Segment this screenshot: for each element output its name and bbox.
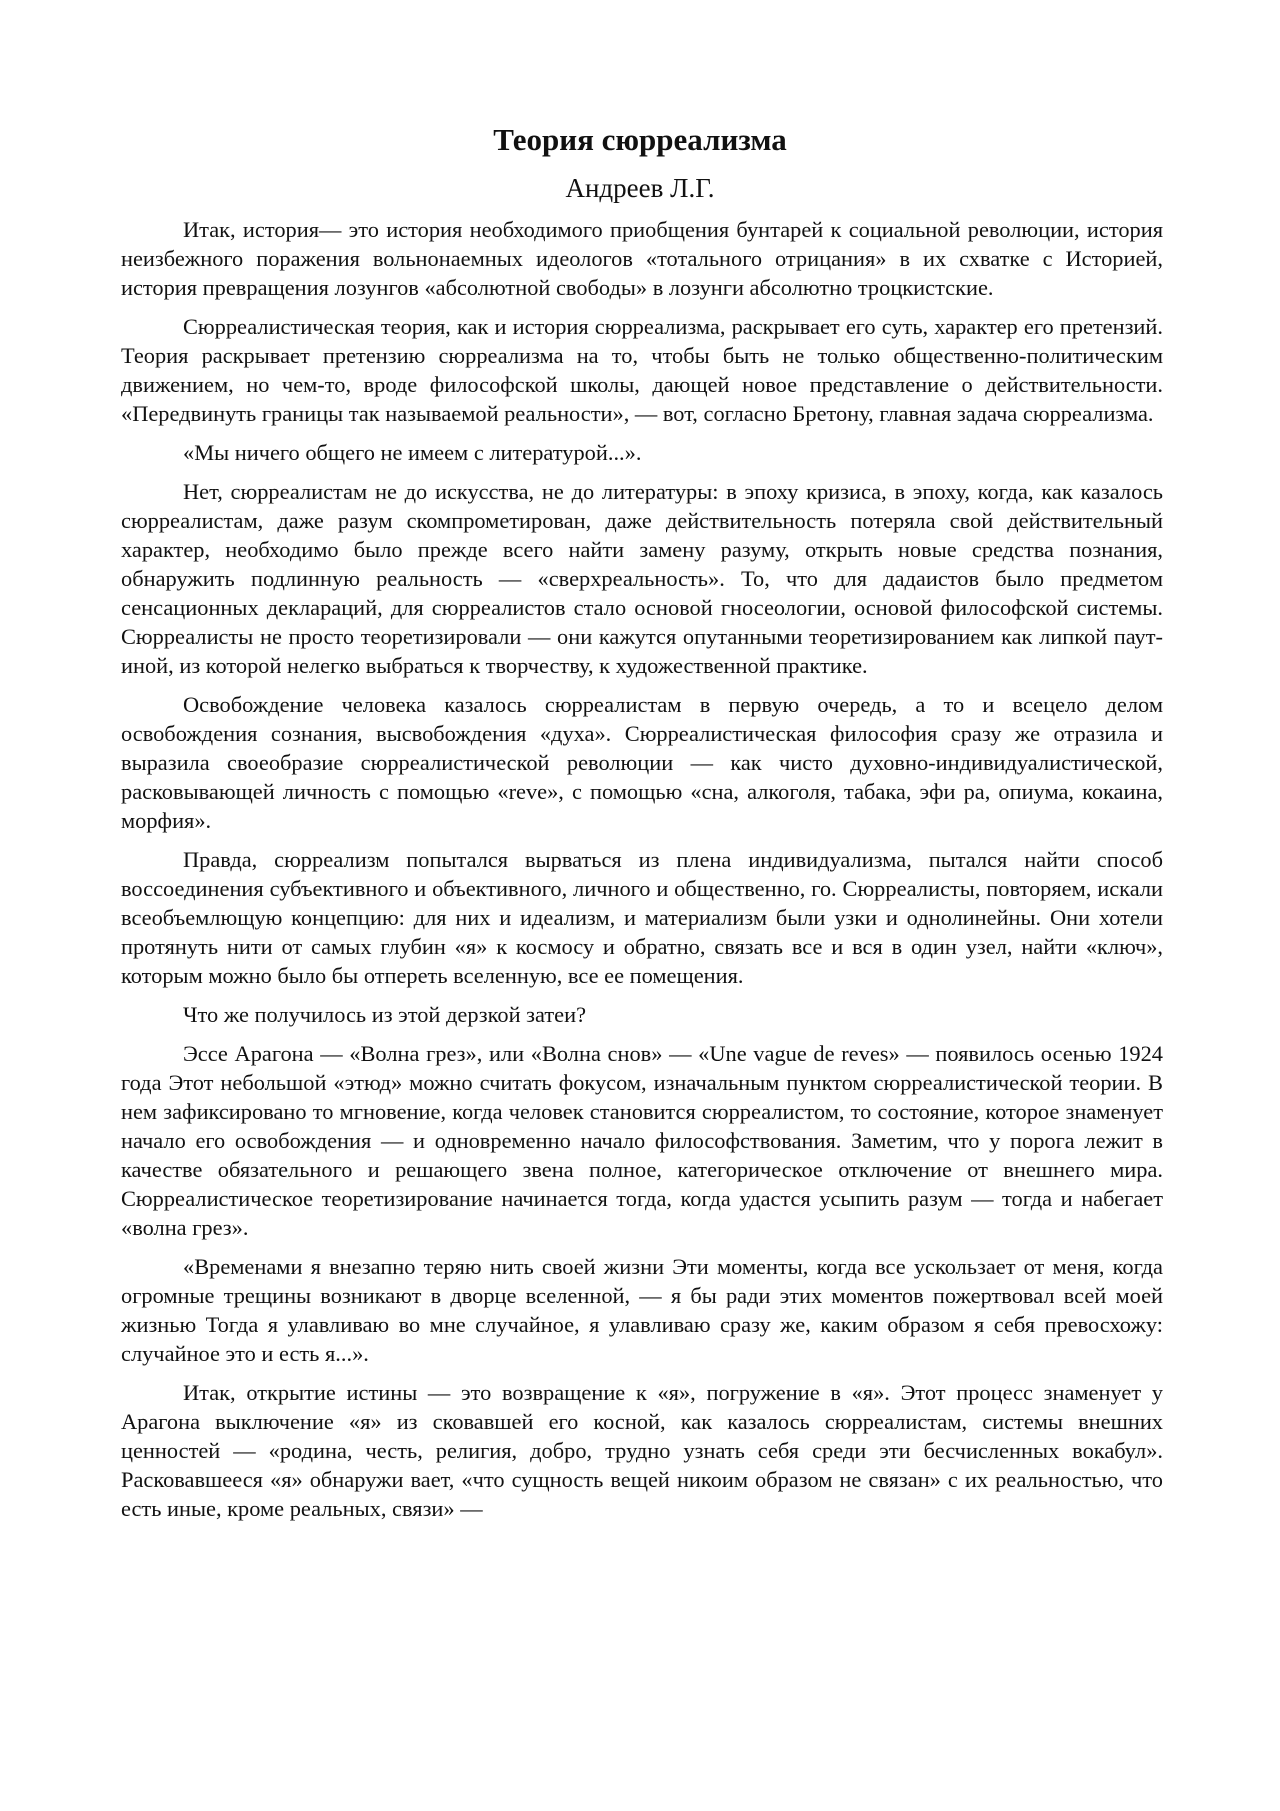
document-author: Андреев Л.Г. xyxy=(565,173,715,203)
document-body xyxy=(121,215,1163,1533)
paragraph: Что же получилось из этой дерзкой затеи? xyxy=(183,1002,587,1027)
paragraph: Правда, сюрреализм попытался вырваться из плена индивидуализма, пытался найти способ воссоединения субъективного и объективного, личного и общественно, го. Сюрреалисты, повторяем, искали всеобъемлющую концепцию: для них и идеализм, и материализм были узки и однолинейны. Они хотели протянуть нити от самых глубин «я» к космосу и обратно, связать все и вся в один узел, найти «ключ», которым можно было бы отпереть вселенную, все ее помещения. xyxy=(121,847,1163,988)
paragraph: Нет, сюрреалистам не до искусства, не до литературы: в эпоху кризиса, в эпоху, когда, как казалось сюрреалистам, даже разум скомпрометирован, даже действительность потеряла свой действительный характер, необходимо было прежде всего найти замену разуму, открыть новые средства познания, обнаружить подлинную реальность — «сверхреальность». То, что для дадаистов было предметом сенсационных деклараций, для сюрреалистов стало основой гносеологии, основой философской системы. Сюрреалисты не просто теоретизировали — они кажутся опутанными теоретизированием как липкой паут-иной, из которой нелегко выбраться к творчеству, к художественной практике. xyxy=(121,479,1163,678)
paragraph: Итак, история— это история необходимого приобщения бунтарей к социальной революции, история неизбежного поражения вольнонаемных идеологов «тотального отрицания» в их схватке с Историей, история превращения лозунгов «абсолютной свободы» в лозунги абсолютно троцкистские. xyxy=(121,217,1163,300)
paragraph: «Мы ничего общего не имеем с литературой...». xyxy=(183,440,642,465)
paragraph: Освобождение человека казалось сюрреалистам в первую очередь, а то и всецело делом освобождения сознания, высвобождения «духа». Сюрреалистическая философия сразу же отразила и выразила своеобразие сюрреалистической революции — как чисто духовно-индивидуалистической, расковывающей личность с помощью «reve», с помощью «сна, алкоголя, табака, эфи ра, опиума, кокаина, морфия». xyxy=(121,692,1163,833)
document-title: Теория сюрреализма xyxy=(493,122,787,157)
paragraph: Итак, открытие истины — это возвращение к «я», погружение в «я». Этот процесс знаменует у Арагона выключение «я» из сковавшей его косной, как казалось сюрреалистам, системы внешних ценностей — «родина, честь, религия, добро, трудно узнать себя среди эти бесчисленных вокабул». Расковавшееся «я» обнаружи вает, «что сущность вещей никоим образом не связан» с их реальностью, что есть иные, кроме реальных, связи» — xyxy=(121,1380,1163,1521)
paragraph: «Временами я внезапно теряю нить своей жизни Эти моменты, когда все ускользает от меня, когда огромные трещины возникают в дворце вселенной, — я бы ради этих моментов пожертвовал всей моей жизнью Тогда я улавливаю во мне случайное, я улавливаю сразу же, каким образом я себя превосхожу: случайное это и есть я...». xyxy=(121,1254,1163,1366)
paragraph: Сюрреалистическая теория, как и история сюрреализма, раскрывает его суть, характер его претензий. Теория раскрывает претензию сюрреализма на то, чтобы быть не только общественно-политическим движением, но чем-то, вроде философской школы, дающей новое представление о действительности. «Передвинуть границы так называемой реальности», — вот, согласно Бретону, главная задача сюрреализма. xyxy=(121,314,1163,426)
paragraph: Эссе Арагона — «Волна грез», или «Волна снов» — «Une vague de reves» — появилось осенью 1924 года Этот небольшой «этюд» можно считать фокусом, изначальным пунктом сюрреалистической теории. В нем зафиксировано то мгновение, когда человек становится сюрреалистом, то состояние, которое знаменует начало его освобождения — и одновременно начало философствования. Заметим, что у порога лежит в качестве обязательного и решающего звена полное, категорическое отключение от внешнего мира. Сюрреалистическое теоретизирование начинается тогда, когда удастся усыпить разум — тогда и набегает «волна грез». xyxy=(121,1041,1163,1240)
